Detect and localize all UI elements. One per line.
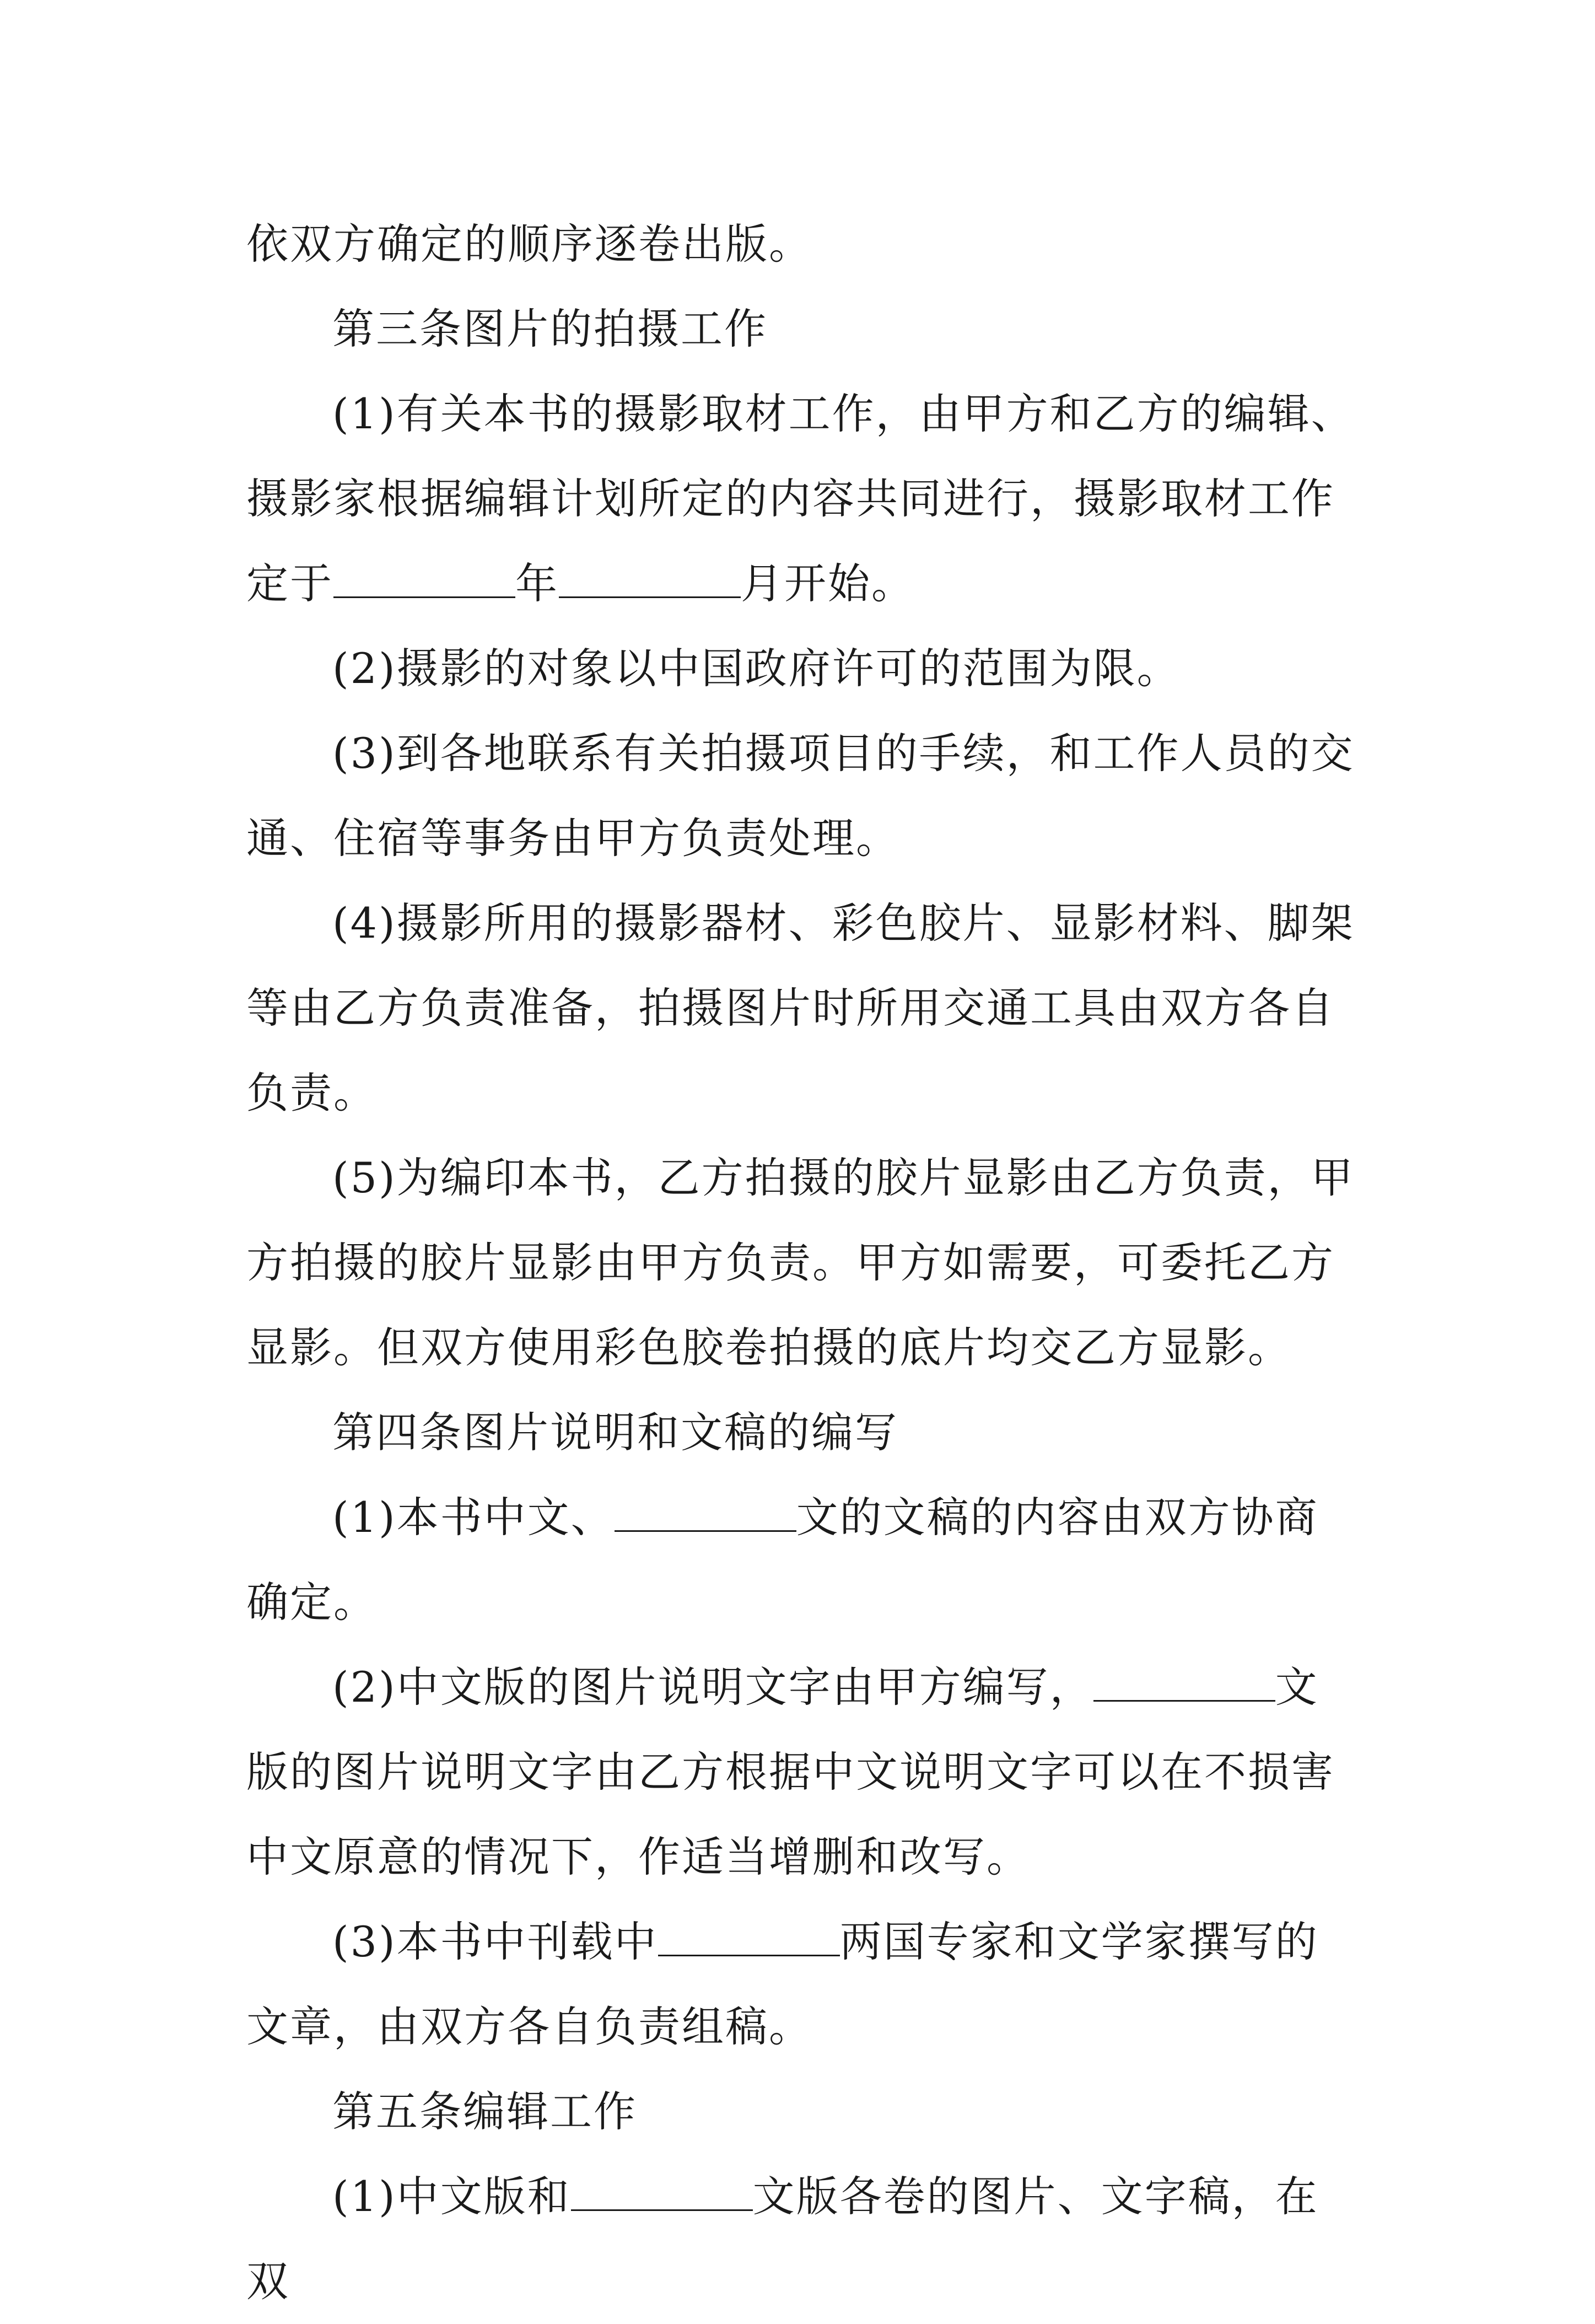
language-blank-line: [571, 2176, 753, 2211]
article-5-heading: 第五条编辑工作: [332, 2087, 637, 2136]
article-3-item-1: (1)有关本书的摄影取材工作，由甲方和乙方的编辑、摄影家根据编辑计划所定的内容共同进行，摄影取材工作定于 年 月开始。: [246, 389, 1355, 608]
language-blank-line: [1093, 1667, 1275, 1702]
country-blank-line: [658, 1922, 840, 1956]
article-4-heading: 第四条图片说明和文稿的编写: [332, 1408, 898, 1457]
article-4-item-1: (1)本书中文、 文的文稿的内容由双方协商确定。: [246, 1493, 1319, 1627]
article-3-item-2: (2)摄影的对象以中国政府许可的范围为限。: [332, 644, 1181, 693]
language-blank-line: [615, 1497, 796, 1532]
article-3-item-4: (4)摄影所用的摄影器材、彩色胶片、显影材料、脚架等由乙方负责准备，拍摄图片时所用交通工具由双方各自负责。: [246, 899, 1355, 1117]
article-3-heading: 第三条图片的拍摄工作: [332, 304, 768, 353]
paragraph-continuation: 依双方确定的顺序逐卷出版。: [246, 219, 812, 268]
article-4-item-3: (3)本书中刊载中 两国专家和文学家撰写的文章，由双方各自负责组稿。: [246, 1917, 1319, 2051]
article-5-item-1: (1)中文版和 文版各卷的图片、文字稿，在双: [246, 2172, 1319, 2306]
contract-body: [246, 202, 1360, 2324]
article-3-item-3: (3)到各地联系有关拍摄项目的手续，和工作人员的交通、住宿等事务由甲方负责处理。: [246, 729, 1355, 863]
article-3-item-5: (5)为编印本书，乙方拍摄的胶片显影由乙方负责，甲方拍摄的胶片显影由甲方负责。甲方如需要，可委托乙方显影。但双方使用彩色胶卷拍摄的底片均交乙方显影。: [246, 1153, 1355, 1372]
article-4-item-2: (2)中文版的图片说明文字由甲方编写， 文版的图片说明文字由乙方根据中文说明文字可以在不损害中文原意的情况下，作适当增删和改写。: [246, 1663, 1335, 1881]
month-blank-line: [559, 563, 741, 598]
year-blank-line: [333, 563, 515, 598]
